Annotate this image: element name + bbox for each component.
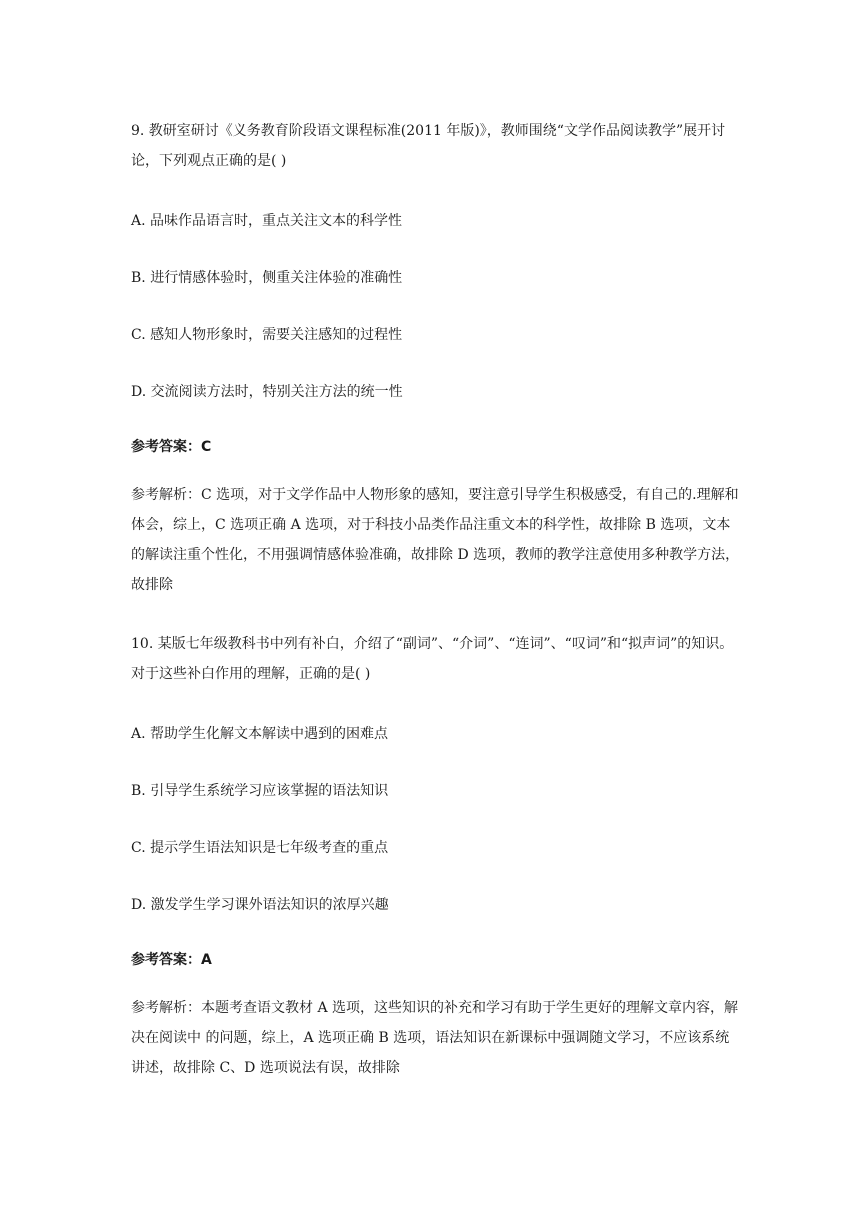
question-10-stem: 10. 某版七年级教科书中列有补白，介绍了“副词”、“介词”、“连词”、“叹词”和“拟声词”的知识。对于这些补白作用的理解，正确的是( ) [131, 636, 734, 682]
question-10-option-d: D. 激发学生学习课外语法知识的浓厚兴趣 [131, 897, 389, 913]
question-10-option-a: A. 帮助学生化解文本解读中遇到的困难点 [131, 726, 389, 742]
question-9-analysis: 参考解析：C 选项，对于文学作品中人物形象的感知，要注意引导学生积极感受，有自己的.理解和体会，综上，C 选项正确 A 选项，对于科技小品类作品注重文本的科学性，故排除 B 选项，文本的解读注重个性化，不用强调情感体验准确，故排除 D 选项，教师的教学注意使用多种教学方法，故排除 [131, 487, 740, 593]
question-10-answer: 参考答案：A [131, 952, 212, 968]
question-9-stem: 9. 教研室研讨《义务教育阶段语文课程标准(2011 年版)》，教师围绕“文学作品阅读教学”展开讨论，下列观点正确的是( ) [131, 123, 726, 169]
question-9-option-a: A. 品味作品语言时，重点关注文本的科学性 [131, 213, 403, 229]
question-10-option-c: C. 提示学生语法知识是七年级考查的重点 [131, 840, 389, 856]
question-9-option-c: C. 感知人物形象时，需要关注感知的过程性 [131, 327, 403, 343]
question-10-option-b: B. 引导学生系统学习应该掌握的语法知识 [131, 783, 389, 799]
question-9-option-d: D. 交流阅读方法时，特别关注方法的统一性 [131, 384, 403, 400]
question-9-option-b: B. 进行情感体验时，侧重关注体验的准确性 [131, 270, 403, 286]
question-10-analysis: 参考解析：本题考查语文教材 A 选项，这些知识的补充和学习有助于学生更好的理解文章内容，解决在阅读中 的问题，综上，A 选项正确 B 选项，语法知识在新课标中强调随文学习，不应该系统讲述，故排除 C、D 选项说法有误，故排除 [131, 1000, 739, 1076]
question-9-answer: 参考答案：C [131, 439, 212, 455]
